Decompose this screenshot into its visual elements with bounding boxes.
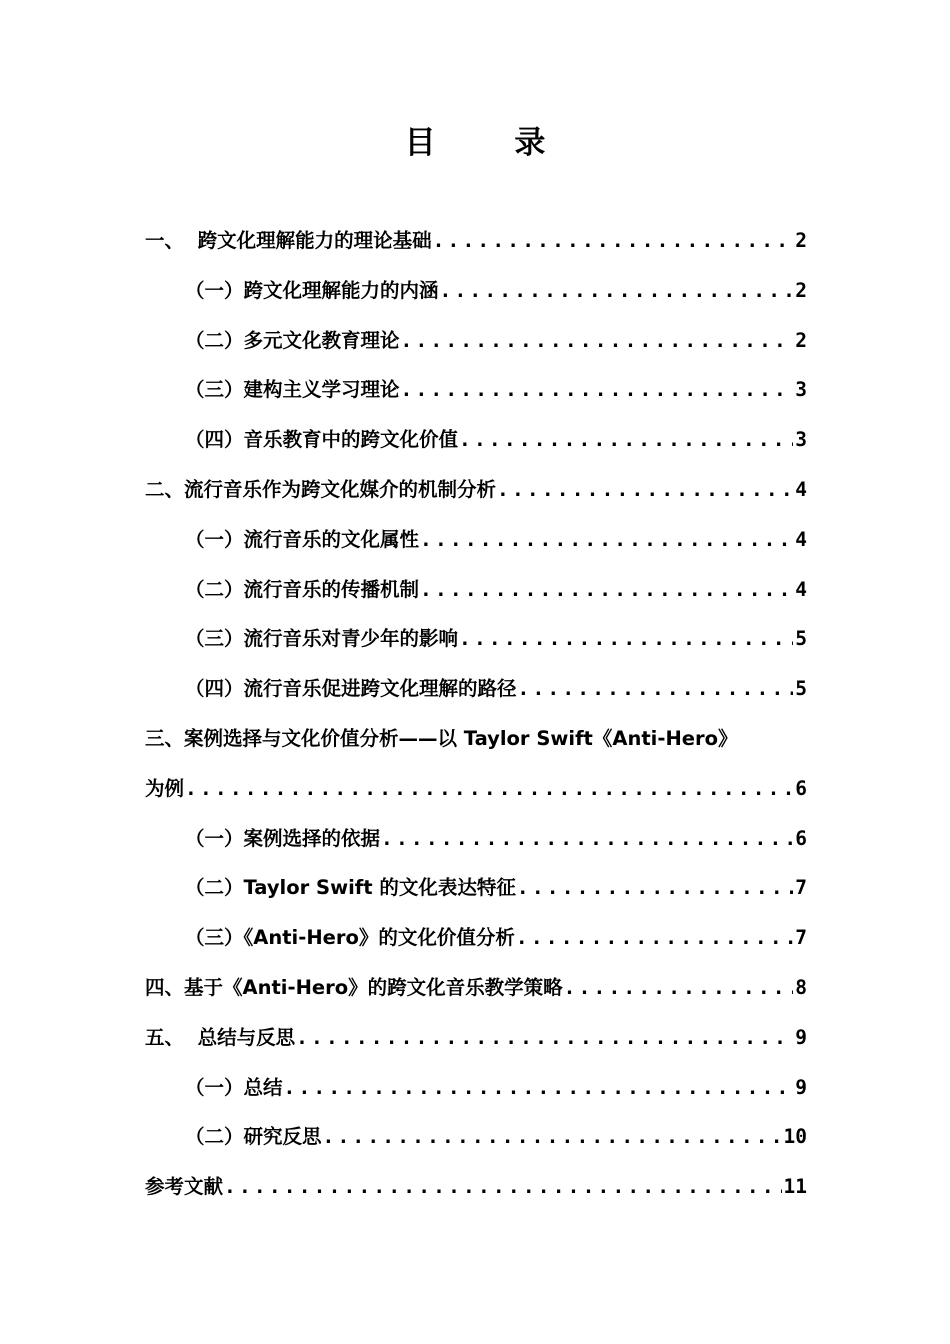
toc-page-number: 6 <box>795 826 807 850</box>
toc-page-number: 6 <box>795 776 807 800</box>
toc-page-number: 9 <box>795 1075 807 1099</box>
toc-page-number: 4 <box>795 527 807 551</box>
toc-page-number: 8 <box>795 975 807 999</box>
toc-entry-label: （一）案例选择的依据 <box>185 826 381 850</box>
toc-leader-dots <box>381 814 793 864</box>
toc-entry-label: （三）《Anti-Hero》的文化价值分析 <box>185 926 515 950</box>
toc-page-number: 10 <box>783 1125 807 1149</box>
toc-entry[interactable] <box>145 415 807 465</box>
toc-entry[interactable] <box>145 1162 807 1212</box>
toc-entry-label: （一）跨文化理解能力的内涵 <box>185 278 439 302</box>
toc-page-number: 11 <box>783 1175 807 1199</box>
toc-entry[interactable] <box>145 266 807 316</box>
toc-leader-dots <box>401 316 794 366</box>
toc-entry-label: 参考文献 <box>145 1175 224 1199</box>
toc-leader-dots <box>401 365 794 415</box>
toc-leader-dots <box>516 913 793 963</box>
toc-entry[interactable] <box>145 764 807 814</box>
toc-entry[interactable] <box>145 863 807 913</box>
toc-leader-dots <box>433 216 794 266</box>
toc-leader-dots <box>420 515 793 565</box>
toc-entry[interactable] <box>145 565 807 615</box>
toc-entry-label: （一）流行音乐的文化属性 <box>185 527 420 551</box>
toc-entry-label: （三）建构主义学习理论 <box>185 378 400 402</box>
toc-entry[interactable] <box>145 913 807 963</box>
toc-entry-label: （二）Taylor Swift 的文化表达特征 <box>185 876 516 900</box>
toc-entry[interactable] <box>145 614 807 664</box>
toc-leader-dots <box>323 1112 782 1162</box>
toc-entry[interactable] <box>145 1013 807 1063</box>
toc-leader-dots <box>497 465 793 515</box>
toc-entry[interactable] <box>145 515 807 565</box>
toc-entry[interactable] <box>145 216 807 266</box>
toc-leader-dots <box>185 764 793 814</box>
toc-entry[interactable] <box>145 316 807 366</box>
toc-leader-dots <box>296 1013 793 1063</box>
toc-leader-dots <box>224 1162 782 1212</box>
toc-entry-label: （四）流行音乐促进跨文化理解的路径 <box>185 677 517 701</box>
toc-leader-dots <box>284 1063 794 1113</box>
toc-leader-dots <box>420 565 793 615</box>
toc-entry-label: （一）总结 <box>185 1075 283 1099</box>
toc-entry-label: （二）流行音乐的传播机制 <box>185 577 420 601</box>
toc-entry[interactable] <box>145 465 807 515</box>
toc-leader-dots <box>517 863 793 913</box>
toc-page-number: 5 <box>795 627 807 651</box>
table-of-contents <box>145 216 807 1212</box>
toc-entry-label: （三）流行音乐对青少年的影响 <box>185 627 459 651</box>
toc-page-number: 3 <box>795 428 807 452</box>
toc-page-number: 4 <box>795 577 807 601</box>
toc-entry-label: （四）音乐教育中的跨文化价值 <box>185 428 459 452</box>
toc-page-number: 2 <box>795 328 807 352</box>
toc-entry-label: 二、流行音乐作为跨文化媒介的机制分析 <box>145 477 497 501</box>
toc-entry[interactable] <box>145 664 807 714</box>
toc-leader-dots <box>459 415 793 465</box>
toc-entry-label: 五、 总结与反思 <box>145 1025 296 1049</box>
toc-entry-label: 一、 跨文化理解能力的理论基础 <box>145 229 432 252</box>
toc-leader-dots <box>440 266 794 316</box>
toc-entry[interactable] <box>145 365 807 415</box>
toc-page-number: 4 <box>795 477 807 501</box>
toc-entry-label: 为例 <box>145 776 185 800</box>
toc-page-number: 2 <box>795 278 807 302</box>
toc-entry[interactable] <box>145 963 807 1013</box>
toc-page-number: 2 <box>795 229 807 252</box>
toc-entry-wrapped-line[interactable] <box>145 714 807 764</box>
toc-leader-dots <box>518 664 794 714</box>
toc-entry-label: 四、基于《Anti-Hero》的跨文化音乐教学策略 <box>145 975 563 999</box>
toc-entry[interactable] <box>145 814 807 864</box>
toc-page-number: 5 <box>795 677 807 701</box>
toc-entry-label: （二）研究反思 <box>185 1125 322 1149</box>
toc-page-number: 3 <box>795 378 807 402</box>
toc-entry[interactable] <box>145 1112 807 1162</box>
toc-leader-dots <box>564 963 794 1013</box>
toc-page-number: 9 <box>795 1025 807 1049</box>
toc-entry-label: （二）多元文化教育理论 <box>185 328 400 352</box>
toc-entry-label-line1: 三、案例选择与文化价值分析——以 Taylor Swift《Anti-Hero》 <box>145 726 738 750</box>
toc-page-number: 7 <box>795 926 807 950</box>
toc-title: 目 录 <box>404 125 580 161</box>
toc-page-number: 7 <box>795 876 807 900</box>
toc-leader-dots <box>459 614 793 664</box>
toc-entry[interactable] <box>145 1063 807 1113</box>
